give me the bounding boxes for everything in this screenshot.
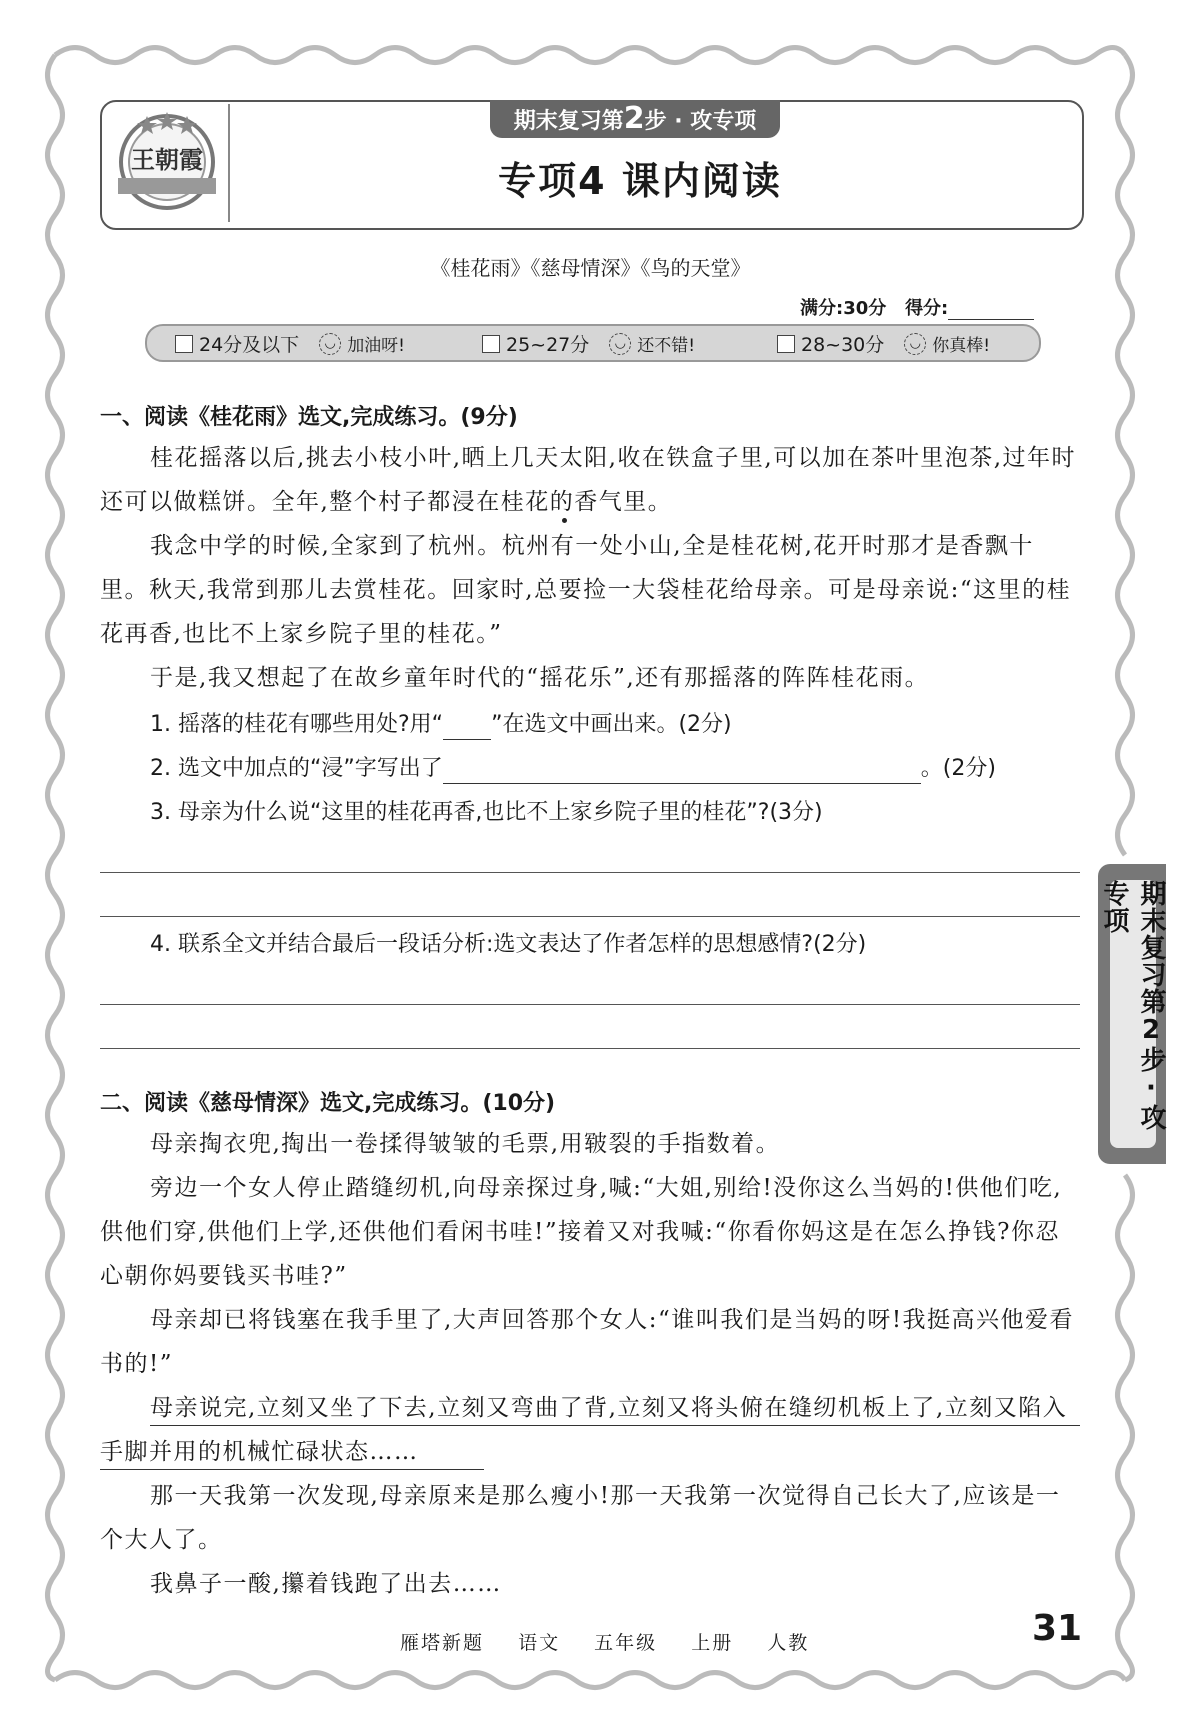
page-title: 专项4 课内阅读 bbox=[498, 159, 782, 203]
rating-range: 24分及以下 bbox=[199, 334, 300, 356]
page-number: 31 bbox=[1032, 1608, 1083, 1649]
score-label: 得分: bbox=[905, 298, 949, 319]
smiley-icon: ◡ bbox=[609, 333, 631, 355]
answer-line[interactable] bbox=[100, 872, 1080, 873]
rating-range: 28~30分 bbox=[801, 334, 885, 356]
logo-divider bbox=[228, 104, 230, 222]
rating-checkbox[interactable] bbox=[482, 335, 500, 353]
rating-item bbox=[777, 330, 990, 357]
rating-checkbox[interactable] bbox=[175, 335, 193, 353]
text-underline bbox=[100, 1469, 484, 1470]
section2-paragraph: 母亲掏衣兜,掏出一卷揉得皱皱的毛票,用皲裂的手指数着。 bbox=[150, 1131, 781, 1157]
question-1-suffix: ”在选文中画出来。(2分) bbox=[491, 712, 732, 737]
smiley-icon: ◡ bbox=[904, 333, 926, 355]
question-3: 3. 母亲为什么说“这里的桂花再香,也比不上家乡院子里的桂花”?(3分) bbox=[150, 800, 823, 825]
section2-paragraph: 旁边一个女人停止踏缝纫机,向母亲探过身,喊:“大姐,别给!没你这么当妈的!供他们吃,供他们穿,供他们上学,还供他们看闲书哇!”接着又对我喊:“你看你妈这是在怎么挣钱?你忍心朝你妈要钱买书哇?” bbox=[100, 1175, 1063, 1289]
question-2-prefix: 2. 选文中加点的“浸”字写出了 bbox=[150, 756, 443, 781]
underline-sample bbox=[443, 719, 491, 740]
answer-line[interactable] bbox=[100, 1048, 1080, 1049]
footer-edition: 人教 bbox=[767, 1632, 810, 1654]
rating-note: 你真棒! bbox=[932, 336, 991, 356]
section1-paragraph: 于是,我又想起了在故乡童年时代的“摇花乐”,还有那摇落的阵阵桂花雨。 bbox=[150, 665, 930, 691]
step-suffix: 步 · 攻专项 bbox=[644, 109, 757, 134]
score-field[interactable] bbox=[948, 301, 1034, 320]
answer-blank[interactable] bbox=[443, 763, 921, 784]
question-4: 4. 联系全文并结合最后一段话分析:选文表达了作者怎样的思想感情?(2分) bbox=[150, 932, 867, 957]
section2-paragraph: 我鼻子一酸,攥着钱跑了出去…… bbox=[150, 1571, 502, 1597]
score-line bbox=[800, 294, 1034, 320]
rating-checkbox[interactable] bbox=[777, 335, 795, 353]
section1-paragraph: 桂花摇落以后,挑去小枝小叶,晒上几天太阳,收在铁盒子里,可以加在茶叶里泡茶,过年时还可以做糕饼。全年,整个村子都浸在桂花的香气里。 bbox=[100, 445, 1077, 515]
section1-heading: 一、阅读《桂花雨》选文,完成练习。(9分) bbox=[100, 405, 518, 430]
lesson-list: 《桂花雨》《慈母情深》《鸟的天堂》 bbox=[430, 256, 751, 280]
footer bbox=[400, 1628, 835, 1655]
section2-paragraph: 那一天我第一次发现,母亲原来是那么瘦小!那一天我第一次觉得自己长大了,应该是一个大人了。 bbox=[100, 1483, 1061, 1553]
section2-paragraph: 母亲说完,立刻又坐了下去,立刻又弯曲了背,立刻又将头俯在缝纫机板上了,立刻又陷入手脚并用的机械忙碌状态…… bbox=[100, 1395, 1068, 1465]
step-prefix: 期末复习第 bbox=[513, 109, 624, 134]
side-tab-label: 期末复习第2步·攻专项 bbox=[1099, 880, 1166, 1131]
rating-item bbox=[482, 330, 695, 357]
question-1 bbox=[150, 710, 732, 740]
svg-text:王朝霞: 王朝霞 bbox=[131, 145, 203, 174]
full-score-label: 满分:30分 bbox=[800, 298, 887, 319]
smiley-icon: ◡ bbox=[319, 333, 341, 355]
question-2 bbox=[150, 754, 996, 784]
text-underline bbox=[150, 1425, 1080, 1426]
section2-heading: 二、阅读《慈母情深》选文,完成练习。(10分) bbox=[100, 1091, 556, 1116]
section1-paragraph: 我念中学的时候,全家到了杭州。杭州有一处小山,全是桂花树,花开时那才是香飘十里。秋天,我常到那儿去赏桂花。回家时,总要捡一大袋桂花给母亲。可是母亲说:“这里的桂花再香,也比不上家乡院子里的桂花。” bbox=[100, 533, 1072, 647]
answer-line[interactable] bbox=[100, 916, 1080, 917]
step-tab bbox=[490, 100, 780, 138]
question-2-suffix: 。(2分) bbox=[920, 756, 996, 781]
section2-paragraph: 母亲却已将钱塞在我手里了,大声回答那个女人:“谁叫我们是当妈的呀!我挺高兴他爱看书的!” bbox=[100, 1307, 1075, 1377]
footer-book: 雁塔新题 bbox=[400, 1632, 485, 1654]
rating-bar bbox=[145, 324, 1041, 362]
rating-item bbox=[175, 330, 405, 357]
rating-range: 25~27分 bbox=[506, 334, 590, 356]
footer-grade: 五年级 bbox=[594, 1632, 658, 1654]
emphasis-dot bbox=[562, 518, 567, 523]
step-number: 2 bbox=[623, 101, 645, 136]
rating-note: 加油呀! bbox=[347, 336, 406, 356]
brand-logo bbox=[112, 108, 222, 216]
footer-volume: 上册 bbox=[691, 1632, 734, 1654]
question-1-prefix: 1. 摇落的桂花有哪些用处?用“ bbox=[150, 712, 444, 737]
answer-line[interactable] bbox=[100, 1004, 1080, 1005]
rating-note: 还不错! bbox=[637, 336, 696, 356]
footer-subject: 语文 bbox=[518, 1632, 561, 1654]
